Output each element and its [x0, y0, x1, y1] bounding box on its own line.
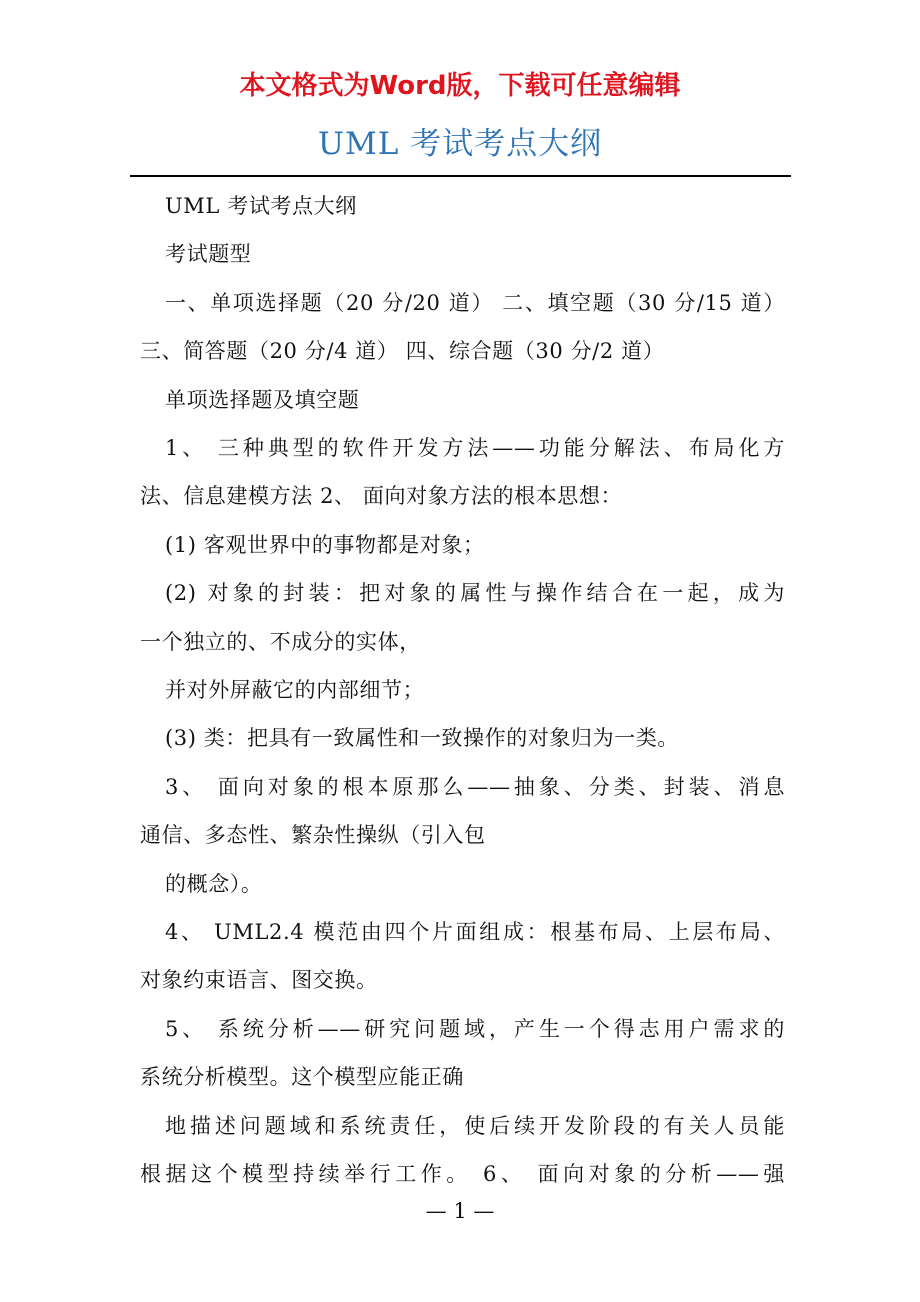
paragraph-line: 法、信息建模方法 2、 面向对象方法的根本思想：	[140, 484, 623, 509]
paragraph-line: 5、 系统分析——研究问题域，产生一个得志用户需求的	[165, 1016, 785, 1041]
title-divider	[130, 175, 791, 177]
document-title: UML 考试考点大纲	[317, 126, 603, 162]
paragraph-line: 3、 面向对象的根本原那么——抽象、分类、封装、消息	[165, 774, 785, 799]
paragraph-line: 单项选择题及填空题	[165, 387, 360, 412]
paragraph-line: 一个独立的、不成分的实体，	[140, 629, 421, 654]
paragraph-line: 三、简答题（20 分/4 道） 四、综合题（30 分/2 道）	[140, 339, 665, 364]
paragraph-line: 通信、多态性、繁杂性操纵（引入包	[140, 823, 486, 848]
paragraph-line: 一、单项选择题（20 分/20 道） 二、填空题（30 分/15 道）	[165, 290, 785, 315]
paragraph-line: 地描述问题域和系统责任，使后续开发阶段的有关人员能	[165, 1113, 785, 1138]
paragraph-line: 4、 UML2.4 模范由四个片面组成：根基布局、上层布局、	[165, 920, 785, 945]
page-number: — 1 —	[425, 1199, 495, 1223]
paragraph-line: 考试题型	[165, 242, 252, 267]
paragraph-line: (2) 对象的封装：把对象的属性与操作结合在一起，成为	[165, 581, 785, 606]
paragraph-line: 并对外屏蔽它的内部细节；	[165, 678, 425, 703]
paragraph-line: 的概念）。	[165, 871, 263, 896]
paragraph-line: (3) 类：把具有一致属性和一致操作的对象归为一类。	[165, 726, 680, 751]
paragraph-line: 根据这个模型持续举行工作。 6、 面向对象的分析——强	[140, 1162, 785, 1187]
paragraph-line: 系统分析模型。这个模型应能正确	[140, 1065, 464, 1090]
paragraph-line: UML 考试考点大纲	[165, 194, 357, 218]
download-banner: 本文格式为Word版，下载可任意编辑	[239, 71, 681, 101]
paragraph-line: 对象约束语言、图交换。	[140, 968, 378, 993]
document-body	[140, 182, 785, 1198]
paragraph-line: (1) 客观世界中的事物都是对象；	[165, 532, 485, 557]
paragraph-line: 1、 三种典型的软件开发方法——功能分解法、布局化方	[165, 436, 785, 461]
